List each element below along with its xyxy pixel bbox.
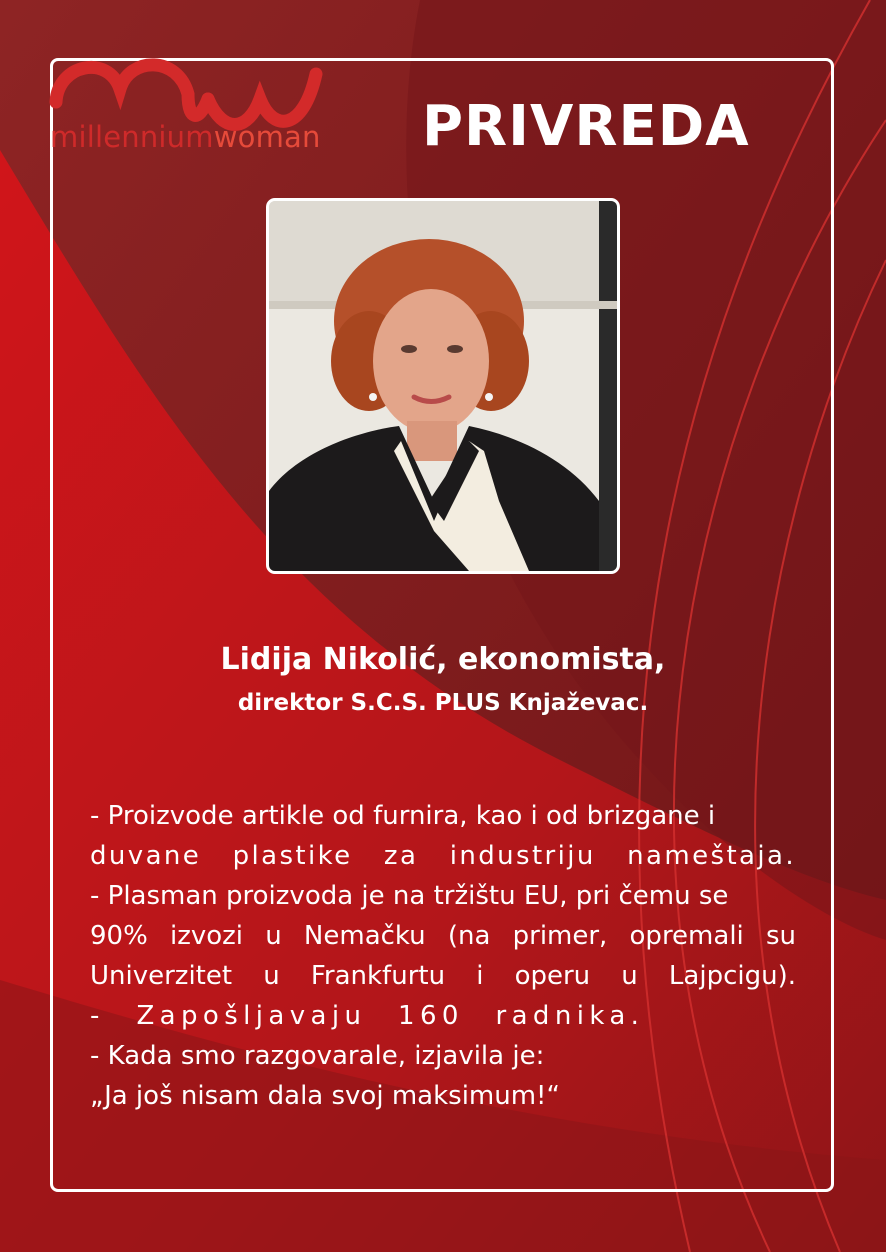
quote-line: „Ja još nisam dala svoj maksimum!“ bbox=[90, 1081, 560, 1111]
portrait-photo bbox=[266, 198, 620, 574]
description-line: - Proizvode artikle od furnira, kao i od brizgane i bbox=[90, 801, 716, 831]
profile-description bbox=[90, 796, 796, 1116]
description-line: - Zapošljavaju 160 radnika. bbox=[90, 1001, 645, 1031]
person-name: Lidija Nikolić, ekonomista, bbox=[220, 642, 666, 677]
description-line: 90% izvozi u Nemačku (na primer, opremali su bbox=[90, 921, 796, 951]
description-line: duvane plastike za industriju nameštaja. bbox=[90, 841, 796, 871]
section-title: PRIVREDA bbox=[422, 94, 750, 159]
description-line: - Kada smo razgovarale, izjavila je: bbox=[90, 1041, 545, 1071]
person-role: direktor S.C.S. PLUS Knjaževac. bbox=[237, 690, 649, 716]
description-line: Univerzitet u Frankfurtu i operu u Lajpcigu). bbox=[90, 961, 796, 991]
logo-wordmark: millenniumwoman bbox=[50, 120, 321, 154]
description-line: - Plasman proizvoda je na tržištu EU, pri čemu se bbox=[90, 881, 729, 911]
